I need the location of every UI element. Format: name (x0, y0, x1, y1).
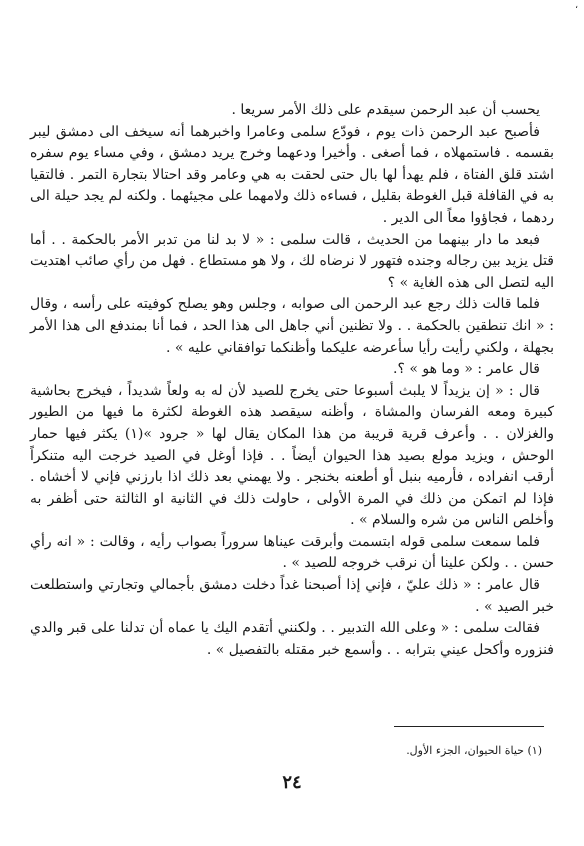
paragraph: فأصبح عبد الرحمن ذات يوم ، فودّع سلمى وعامرا واخبرهما أنه سيخف الى دمشق ليبر بقسمه . فاستمهلاه ، فما أصغى . وأخيرا ودعهما وخرج يريد دمشق ، وفي مساء يوم سفره اشتد قلق الفتاة ، فلم يهدأ لها بال حتى لحقت به هي وعامر وقد احتالا بتجارة التمر . فالتقيا به في القافلة قبل الغوطة بقليل ، فساءه ذلك ولامهما على مجيئهما . ولكنه لم يجد حيلة الى ردهما ، فجاؤوا معاً الى الدير . (30, 123, 554, 226)
body-text (30, 100, 554, 661)
paragraph: قال : « إن يزيداً لا يلبث أسبوعا حتى يخرج للصيد لأن له به ولعاً شديداً ، فيخرج بحاشية كبيرة ومعه الفرسان والمشاة ، وأظنه سيقصد هذه الغوطة لكثرة ما فيها من الطيور والغزلان . . وأعرف قرية قريبة من هذا المكان يقال لها « جرود »(١) يكثر فيها حمار الوحش ، ويزيد مولع بصيد هذا الحيوان أيضاً . . فإذا أوغل في الصيد خرجت اليه متنكراً أرقب انفراده ، فأرميه بنبل أو أطعنه بخنجر . ولا يهمني بعد ذلك اذا بارزني فإني لا أخشاه . فإذا لم اتمكن من ذلك في المرة الأولى ، حاولت ذلك في الثانية او الثالثة حتى أظفر به وأخلص الناس من شره والسلام » . (30, 382, 554, 529)
paragraph: فقالت سلمى : « وعلى الله التدبير . . ولكنني أتقدم اليك يا عماه أن تدلنا على قبر والدي فنزوره وأكحل عيني بترابه . . وأسمع خبر مقتله بالتفصيل » . (30, 620, 554, 658)
corner-mark: ، (575, 1, 578, 11)
paragraph: فبعد ما دار بينهما من الحديث ، قالت سلمى : « لا بد لنا من تدبر الأمر بالحكمة . . أما قتل يزيد بين رجاله وجنده فتهور لا نرضاه لك ، ولا هو مستطاع . فهل من رأي صائب اهتديت اليه لتصل الى هذه الغاية » ؟ (29, 231, 554, 291)
footnote: (١) حياة الحيوان، الجزء الأول. (406, 744, 542, 757)
paragraph: فلما قالت ذلك رجع عبد الرحمن الى صوابه ، وجلس وهو يصلح كوفيته على رأسه ، وقال : « انك تنطقين بالحكمة . . ولا تظنين أني جاهل الى هذا الحد ، فما أنا بمندفع الى هذا الأمر بجهلة ، ولكني رأيت رأيا سأعرضه عليكما وأظنكما توافقاني عليه » . (30, 296, 554, 356)
footnote-divider (394, 726, 544, 727)
page-number: ٢٤ (282, 772, 302, 793)
paragraph: يحسب أن عبد الرحمن سيقدم على ذلك الأمر سريعا . (231, 102, 540, 118)
paragraph: قال عامر : « وما هو » ؟. (393, 361, 540, 378)
paragraph: قال عامر : « ذلك عليّ ، فإني إذا أصبحنا غداً دخلت دمشق بأجمالي وتجارتي واستطلعت خبر الصيد » . (30, 577, 554, 615)
paragraph: فلما سمعت سلمى قوله ابتسمت وأبرقت عيناها سروراً بصواب رأيه ، وقالت : « انه رأي حسن . . ولكن علينا أن نرقب خروجه للصيد » . (30, 533, 554, 572)
